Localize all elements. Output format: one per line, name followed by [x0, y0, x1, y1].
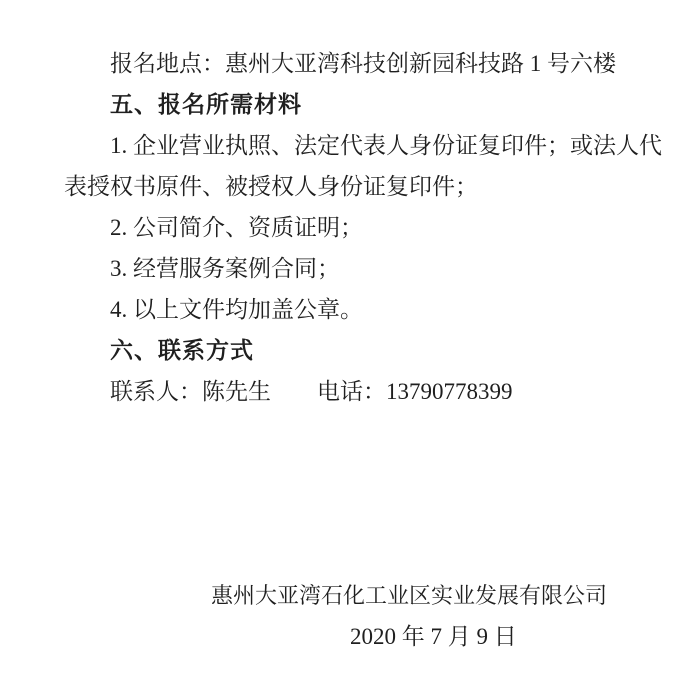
registration-location-line: 报名地点：惠州大亚湾科技创新园科技路 1 号六楼	[110, 51, 616, 76]
contact-line	[64, 371, 644, 412]
material-item-1-line-1: 1. 企业营业执照、法定代表人身份证复印件；或法人代	[110, 133, 662, 158]
signature-company: 惠州大亚湾石化工业区实业发展有限公司	[211, 583, 608, 608]
contact-spacer	[271, 398, 317, 399]
section-heading-materials: 五、报名所需材料	[110, 91, 302, 117]
material-item-3: 3. 经营服务案例合同；	[110, 256, 340, 281]
section-heading-contact: 六、联系方式	[110, 337, 254, 363]
material-item-1-line-2: 表授权书原件、被授权人身份证复印件；	[64, 174, 478, 199]
document-body	[64, 43, 662, 412]
material-item-4: 4. 以上文件均加盖公章。	[110, 297, 363, 322]
contact-person: 联系人：陈先生	[110, 379, 271, 404]
signature-date: 2020 年 7 月 9 日	[350, 624, 517, 649]
contact-phone: 电话：13790778399	[317, 379, 513, 404]
material-item-2: 2. 公司简介、资质证明；	[110, 215, 363, 240]
